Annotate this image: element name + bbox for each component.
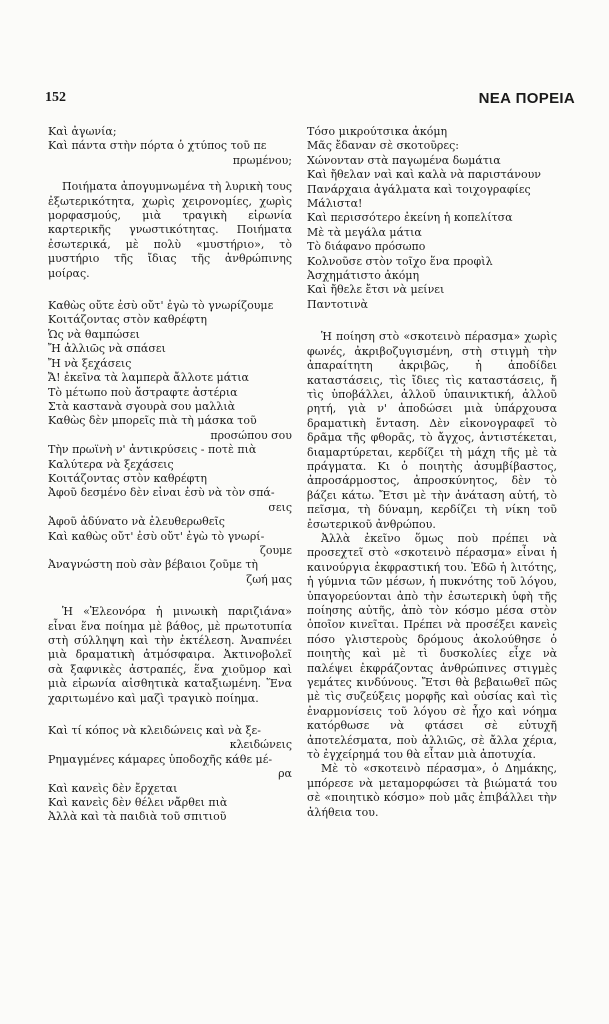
page-header [45, 90, 575, 112]
poem-excerpt [48, 299, 292, 587]
poem-line: Καὶ καθὼς οὔτ' ἐσὺ οὔτ' ἐγὼ τὸ γνωρί- [48, 529, 265, 543]
poem-line: Ἄ! ἐκεῖνα τὰ λαμπερὰ ἄλλοτε μάτια [48, 371, 249, 385]
poem-line: Κοιτάζοντας στὸν καθρέφτη [48, 471, 207, 485]
paragraph: Ἀλλὰ ἐκεῖνο ὅμως ποὺ πρέπει νὰ προσεχτεῖ στὸ «σκοτεινὸ πέρασμα» εἶναι ἡ καινούργια ἐκφραστική του. Ἐδῶ ἡ λιτότης, ἡ γύμνια τῶν μέσων, ἡ πυκνότης τοῦ λόγου, ὑπαγορεύονται ἀπὸ τὴν ἐσωτερικὴ ὑφὴ τῆς ποίησης αὐτῆς, ἀπὸ τὸν κόσμο μέσα στὸν ὁποῖον κινεῖται. Πρέπει νὰ προσέξει κανεὶς πόσο γλιστεροὺς δρόμους ἀκολούθησε ὁ ποιητὴς καὶ μὲ τὶ δυσκολίες εἶχε νὰ παλέψει ἐκφράζοντας ἀνθρώπινες στιγμὲς γεμάτες κινδύνους. Ἔτσι θὰ βεβαιωθεῖ πῶς μὲ τὶς συζεύξεις μορφῆς καὶ οὐσίας καὶ τὶς ἐναρμονίσεις τοῦ λόγου σὲ ἦχο καὶ νόημα κατόρθωσε νὰ φτάσει σὲ εὐτυχῆ ἀποτελέσματα, ποὺ ἀλλιῶς, σὲ ἄλλα χέρια, τὸ ἐγχείρημά του θὰ εἶταν μιὰ ἀποτυχία. [307, 531, 557, 762]
text-line: Καὶ ἀγωνία; [48, 125, 117, 138]
poem-line: Ἤ ἀλλιῶς νὰ σπάσει [48, 342, 166, 356]
poem-line: ζουμε [259, 543, 292, 557]
running-title: ΝΕΑ ΠΟΡΕΙΑ [478, 90, 575, 107]
poem-line: Ἤ νὰ ξεχάσεις [48, 356, 132, 370]
text-line: Καὶ πάντα στὴν πόρτα ὁ χτύπος τοῦ πε [48, 139, 267, 153]
poem-line: Καλύτερα νὰ ξεχάσεις [48, 457, 174, 471]
poem-line: σεις [268, 500, 292, 514]
poem-line: Καὶ τί κόπος νὰ κλειδώνεις καὶ νὰ ξε- [48, 724, 261, 738]
poem-line: Καὶ κανεὶς δὲν ἔρχεται [48, 781, 178, 795]
paragraph: Ἡ «Ἐλεονόρα ἡ μινωικὴ παριζιάνα» εἶναι ἕνα ποίημα μὲ βάθος, μὲ πρωτοτυπία στὴ σύλληψη καὶ τὴν ἐκτέλεση. Ἀναπνέει μιὰ δραματικὴ ἀτμόσφαιρα. Ἀκτινοβολεῖ σὰ ξαφνικὲς ἀστραπές, ἕνα χιοῦμορ καὶ μιὰ εἰρωνία αἰσθητικὰ καταξιωμένη. Ἕνα χαριτωμένο καὶ μαζὶ τραγικὸ ποίημα. [48, 605, 292, 705]
left-column [48, 125, 292, 825]
right-column [307, 125, 557, 820]
poem-line: κλειδώνεις [229, 738, 292, 752]
poem-line: Ἀσχημάτιστο ἀκόμη [307, 269, 420, 283]
paragraph: Ἡ ποίηση στὸ «σκοτεινὸ πέρασμα» χωρὶς φωνές, ἀκριβοζυγισμένη, στὴ στιγμὴ τὴν ἀπαραίτητη ἀκριβῶς, ἡ ἀποδίδει καταστάσεις, τὶς ἴδιες τὶς καταστάσεις, ἤ τὶς ὑποβάλλει, ἀλλοῦ ὑπαινικτική, ἀλλοῦ ρητή, γιὰ ν' ἀποδώσει μιὰ ὑπάρχουσα δραματικὴ ἔνταση. Δὲν εἰκονογραφεῖ τὸ δρᾶμα τῆς φθορᾶς, τὸ ἄγχος, ἀντιστέκεται, διαμαρτύρεται, κερδίζει τὴ μάχη τῆς μὲ τὰ πράγματα. Κι ὁ ποιητὴς ἀσυμβίβαστος, ἀπροσάρμοστος, ἀπροσκύνητος, δὲν τὸ βάζει κάτω. Ἔτσι μὲ τὴν ἀνάταση αὐτή, τὸ πεῖσμα, τὴ δύναμη, κερδίζει τὴ νίκη τοῦ ἐσωτερικοῦ ἀνθρώπου. [307, 330, 557, 531]
poem-line: ρα [278, 767, 292, 781]
poem-line: ζωή μας [246, 572, 292, 586]
poem-line: Ἀφοῦ δεσμένο δὲν εἶναι ἐσὺ νὰ τὸν σπά- [48, 486, 275, 500]
poem-line: Κολνοῦσε στὸν τοῖχο ἕνα προφὶλ [307, 254, 493, 268]
poem-line: Τόσο μικρούτσικα ἀκόμη [307, 125, 448, 138]
poem-line: Στὰ καστανὰ σγουρὰ σου μαλλιὰ [48, 399, 236, 413]
poem-line: Καθὼς δὲν μπορεῖς πιὰ τὴ μάσκα τοῦ [48, 414, 257, 428]
poem-line: Καθὼς οὔτε ἐσὺ οὔτ' ἐγὼ τὸ γνωρίζουμε [48, 299, 274, 313]
poem-line: προσώπου σου [210, 428, 292, 442]
poem-line: Καὶ περισσότερο ἐκείνη ἡ κοπελίτσα [307, 211, 513, 225]
poem-line: Τὸ μέτωπο ποὺ ἄστραφτε ἀστέρια [48, 385, 238, 399]
poem-line: Καὶ ἤθελαν ναὶ καὶ καλὰ νὰ παριστάνουν [307, 168, 541, 182]
poem-line: Κοιτάζοντας στὸν καθρέφτη [48, 313, 207, 327]
poem-line: Ἀναγνώστη ποὺ σὰν βέβαιοι ζοῦμε τὴ [48, 558, 259, 572]
paragraph: Μὲ τὸ «σκοτεινὸ πέρασμα», ὁ Δημάκης, μπόρεσε νὰ μεταμορφώσει τὰ βιώματά του σὲ «ποιητικὸ κόσμο» ποὺ μᾶς ἐπιβάλλει τὴν ἀλήθεια του. [307, 762, 557, 819]
poem-line: Ρημαγμένες κάμαρες ὑποδοχῆς κάθε μέ- [48, 752, 273, 766]
poem-line: Μάλιστα! [307, 197, 363, 211]
poem-excerpt [48, 724, 292, 825]
poem-line: Πανάρχαια ἀγάλματα καὶ τοιχογραφίες [307, 182, 531, 196]
poem-line: Χώνονταν στὰ παγωμένα δωμάτια [307, 153, 501, 167]
poem-line: Τὸ διάφανο πρόσωπο [307, 240, 426, 254]
poem-line: Ἀλλὰ καὶ τὰ παιδιὰ τοῦ σπιτιοῦ [48, 810, 227, 824]
poem-line: Τὴν πρωϊνὴ ν' ἀντικρύσεις - ποτὲ πιὰ [48, 443, 257, 457]
poem-line: Καὶ ἤθελε ἔτσι νὰ μείνει [307, 283, 445, 297]
paragraph: Ποιήματα ἀπογυμνωμένα τὴ λυρικὴ τους ἐξωτερικότητα, χωρὶς χειρονομίες, χωρὶς μορφασμούς, μιὰ τραγικὴ εἰρωνία καρτερικῆς γνωστικότητας. Ποιήματα ἐσωτερικά, μὲ πολὺ «μυστήριο», τὸ μυστήριο τῆς ἴδιας τῆς ἀνθρώπινης μοίρας. [48, 180, 292, 280]
poem-line: Μᾶς ἔδαναν σὲ σκοτοῦρες: [307, 139, 459, 153]
poem-excerpt [307, 125, 557, 312]
page-number: 152 [45, 90, 66, 105]
text-line: πρωμένου; [232, 153, 292, 167]
poem-line: Καὶ κανεὶς δὲν θέλει νἄρθει πιὰ [48, 796, 228, 810]
poem-line: Ἀφοῦ ἀδύνατο νὰ ἐλευθερωθεῖς [48, 515, 225, 529]
poem-line: Μὲ τὰ μεγάλα μάτια [307, 225, 422, 239]
poem-line: Παντοτινὰ [307, 297, 368, 311]
poem-line: Ὡς νὰ θαμπώσει [48, 327, 140, 341]
